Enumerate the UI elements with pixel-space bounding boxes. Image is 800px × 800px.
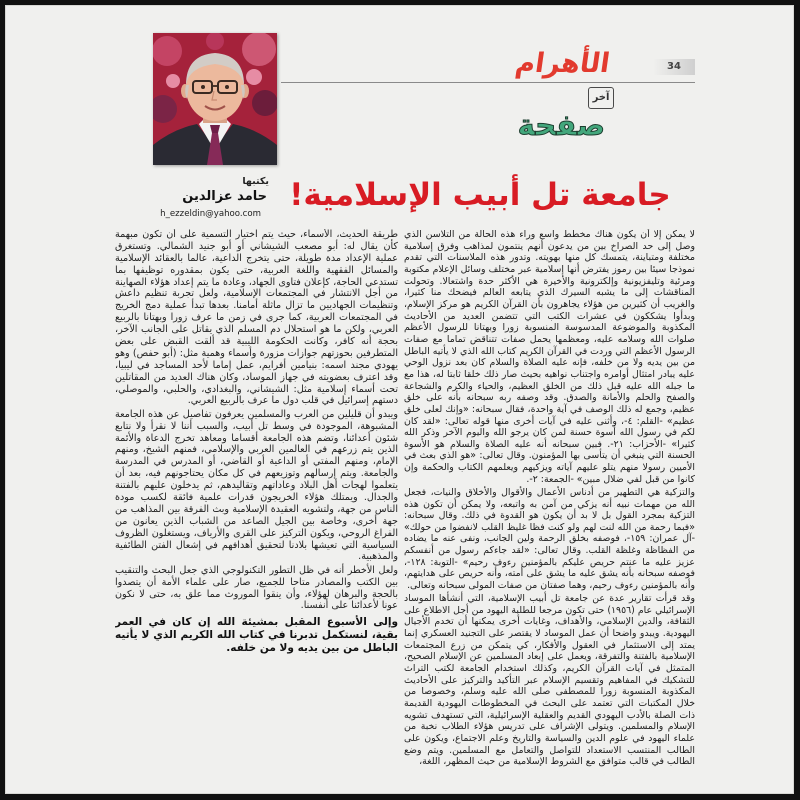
section-badge-top: آخر: [588, 87, 614, 109]
article-column-left: [115, 229, 398, 777]
article-paragraph: والتزكية هي التطهير من أدناس الأعمال والأقوال والأخلاق والنيات، فجعل الله من مهمات نبيه أنه يزكي من آمن به واتبعه، ولا يمكن أن تكون هذه التزكية بمجرد القول بل لا بد أن يكون هو القدوة في ذلك. وقال سبحانه: «فبما رحمة من الله لنت لهم ولو كنت فظا غليظ القلب لانفضوا من حولك» -آل عمران: ١٥٩-، فوصفه بخلق الرحمة ولين الجانب، ونفى عنه ما يضاده من الفظاظة وغلظة القلب. وقال تعالى: «لقد جاءكم رسول من أنفسكم عزيز عليه ما عنتم حريص عليكم بالمؤمنين رءوف رحيم» -التوبة: ١٢٨-، فوصفه سبحانه بأنه يشق عليه ما يشق على أمته، وأنه حريص على هدايتهم، وأنه بالمؤمنين رءوف رحيم، وهما صفتان من صفات المولى سبحانه وتعالى.: [404, 486, 695, 592]
article-headline: جامعة تل أبيب الإسلامية!: [289, 177, 671, 213]
newspaper-logo: الأهرام: [513, 48, 612, 79]
article-column-right: [404, 229, 695, 777]
masthead-rule: [281, 82, 695, 83]
section-badge-main: صفحة: [517, 108, 605, 142]
article-closing: وإلى الأسبوع المقبل بمشيئة الله إن كان في العمر بقية، لنستكمل تدبرنا في كتاب الله الكريم الذي لا يأتيه الباطل من بين يديه ولا من خلفه.: [115, 615, 398, 654]
author-photo: [153, 33, 277, 165]
article-paragraph: ولعل الأخطر أنه في ظل التطور التكنولوجي الذي جعل البحث والتنقيب بين الكتب والمصادر متاحا للجميع، صار على علماء الأمة أن يتصدوا بالحجة والبرهان لهؤلاء، وأن ينقوا الموروث مما علق به، حتى لا نكون عونا لأعدائنا على أنفسنا.: [115, 564, 398, 612]
byline-label: يكتبها: [242, 176, 269, 187]
author-email: h_ezzeldin@yahoo.com: [160, 209, 261, 219]
newspaper-page: [5, 5, 794, 794]
author-name: حامد عزالدين: [182, 189, 267, 204]
article-paragraph: ويبدو أن قليلين من العرب والمسلمين يعرفون تفاصيل عن هذه الجامعة المشبوهة، الموجودة في وسط تل أبيب، والسبب أننا لا نقرأ ولا نتابع شئون أعدائنا، وتضم هذه الجامعة أقساما ومعاهد تخرج الدعاة والأئمة الذين يتم زرعهم في العالمين العربي والإسلامي، فمنهم الشيخ، ومنهم الإمام، ومنهم المفتي أو الداعية أو القاضي، أو المدرس في المدرسة والجامعة. ويتم إرسالهم وتوزيعهم في كل مكان يحتاجونهم فيه، بعد أن يتعلموا لهجات أهل البلاد وعاداتهم وتقاليدهم، ثم يدخلون عليهم بالفتنة والجدال. ويمتلك هؤلاء الخريجون قدرات علمية فائقة لكسب مودة الناس من جهة، ولتشويه العقيدة الإسلامية وبث الفرقة بين المذاهب من جهة أخرى، وخاصة بين الجيل الصاعد من الشباب الذين يعانون من الفراغ الروحي، ويكون التركيز على القرى والأرياف، ويستغلون الظروف السياسية التي تعيشها بلادنا لتحقيق أهدافهم في إشعال الفتن الطائفية والمذهبية.: [115, 408, 398, 563]
article-paragraph: وقد قرأت تقارير عدة عن جامعة تل أبيب الإسلامية، التي أنشأها الموساد الإسرائيلي عام (١٩٥٦) حتى تكون مرجعا للطلبة اليهود من أجل الاطلاع على الثقافة، والدين الإسلامي، والأهداف، وغايات أخرى يمكنها أن تخدم الأجيال اليهودية. ويبدو واضحا أن عمل الموساد لا يقتصر على التجنيد العسكري إنما يمتد إلى الاستثمار في العقول والأفكار، كي يتمكن من زرع المجتمعات الإسلامية بالفتنة والتفرقة، ويعمل على إبعاد المسلمين عن الإسلام الصحيح، المتمثل في آيات القرآن الكريم، وكذلك استخدام الجامعة لكتب التراث للتشكيك في المفاهيم وتقسيم الإسلام عبر التأكيد والتركيز على الأحاديث المكذوبة المنسوبة زورا للمصطفى صلى الله عليه وسلم، وخصوصا من خلال المكتبات التي تعتمد على البحث في المخطوطات اليهودية القديمة ذات الصلة بالأدب اليهودي القديم والعقلية الإسرائيلية، التي تستهدف تشويه الإسلام والمسلمين. ويتولى الإشراف على تدريس هؤلاء الطلاب نخبة من علماء اليهود في علوم الدين والسياسة والتاريخ وعلم الاجتماع، ويكون على الطالب المنتسب الاستعداد للتواصل والتعامل مع المسلمين. ويتم وضع الطالب في قالب متوافق مع الشروط الإسلامية من حيث المظهر، اللغة،: [404, 593, 695, 768]
article-paragraph: لا يمكن إلا أن يكون هناك مخطط واسع وراء هذه الحالة من التلاسن الذي وصل إلى حد الصراخ بين من يدعون أنهم ينتمون لمذاهب وفرق إسلامية مختلفة ومتباينة، يتمسك كل منها بهويته. وتدور هذه الملاسنات التي تقدم نموذجا سيئا بين رموز يفترض أنها إسلامية عبر مختلف وسائل الإعلام مكتوبة ومرئية وتليفزيونية وإلكترونية والأخيرة هي الأكثر حدة واشتعالا. وتحولت المناقشات إلى ما يشبه السيرك الذي يتابعه العالم فيضحك منا كثيرا، والغريب أن كثيرين من هؤلاء يجاهرون بأن القرآن الكريم هو مركز الإسلام، وبدأوا يشككون في عشرات الكتب التي تتضمن العديد من الأحاديث المكذوبة والموضوعة المدسوسة المنسوبة زورا وبهتانا للرسول الأعظم صلوات الله وسلامه عليه، ومعظمها يحمل صفات تتناقض تماما مع صفات الرسول الأعظم التي وردت في القرآن الكريم كتاب الله الذي لا يأتيه الباطل من بين يديه ولا من خلفه، فإنه عليه الصلاة والسلام كان بعد نزول الوحي عليه يبادر امتثال أوامره واجتناب نواهيه بحيث صار ذلك خلقا ثابتا له، هذا مع ما جبله الله عليه قبل ذلك من الخلق العظيم، والحياء والكرم والشجاعة والصفح والحلم والأمانة والصدق. وقد وصفه ربه سبحانه بأنه على خلق عظيم، وجمع له ذلك الوصف في آية واحدة، فقال سبحانه: «وإنك لعلى خلق عظيم» -القلم: ٤-، وأثنى عليه في آيات أخرى منها قوله تعالى: «لقد كان لكم في رسول الله أسوة حسنة لمن كان يرجو الله واليوم الآخر وذكر الله كثيرا» -الأحزاب: ٢١-. فبين سبحانه أنه عليه الصلاة والسلام هو الأسوة الحسنة التي ينبغي أن يتأسى بها المؤمنون. وقال تعالى: «هو الذي بعث في الأميين رسولا منهم يتلو عليهم آياته ويزكيهم ويعلمهم الكتاب والحكمة وإن كانوا من قبل لفي ضلال مبين» -الجمعة: ٢-.: [404, 229, 695, 485]
article-paragraph: طريقة الحديث، الأسماء، حيث يتم اختيار التسمية على أن تكون مبهمة كأن يقال له: أبو مصعب الشيشاني أو أبو جنيد الشمالي. وتستغرق عملية الإعداد مدة طويلة، حتى يتخرج الداعية، عالما بالعقائد الإسلامية والمسائل الفقهية واللغة العربية، حتى يكون بمقدوره توظيفها بما تستدعي الحاجة، كإعلان فتاوى الجهاد، وعادة ما يتم إعداد هؤلاء الصهاينة من أجل الانتشار في المجتمعات الإسلامية، ولعل تجربة تنظيم داعش وتنظيمات الجهاديين ما تزال ماثلة أمامنا. بعدها تبدأ عملية دمج الخريج في المجتمعات العربية، كما جرى في زمن ما عرف زورا وبهتانا بالربيع العربي، ولكن ما هو استحلال دم المسلم الذي يقاتل على الجانب الآخر، بحجة أنه كافر، وكانت الحكومة الليبية قد ألقت القبض على بعض المتطرفين بحوزتهم جوازات مزورة وأسماء وهمية مثل: (أبو حفص) وهو يهودي مجند اسمه: بنيامين أفرايم، عمل إماما لأحد المساجد في ليبيا، وقد اعترف بعضويته في جهاز الموساد، وكان هناك العديد من المقاتلين تحت أسماء إسلامية مثل: الشيشاني، والبغدادي، والحلبي، والموصلي، دستهم إسرائيل في قلب دول ما عرف بالربيع العربي.: [115, 229, 398, 407]
page-number: 34: [653, 59, 695, 75]
